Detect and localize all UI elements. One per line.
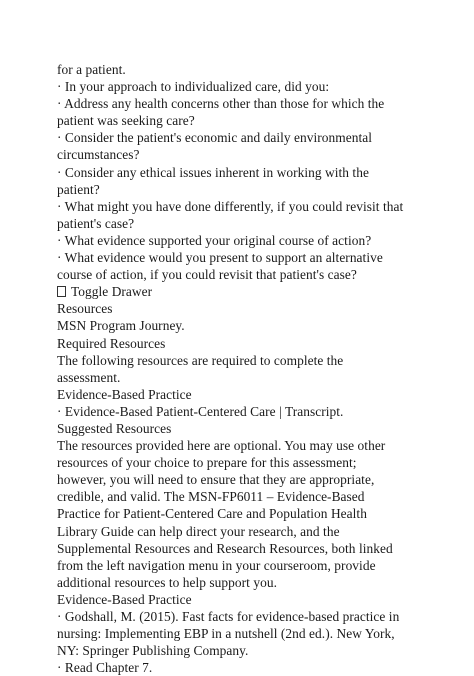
text-line: additional resources to help support you. [57,574,277,590]
bullet-item: · What evidence supported your original course of action? [57,232,372,248]
subheading-evidence-based-practice: Evidence-Based Practice [57,591,192,607]
bullet-item: · What evidence would you present to support an alternative [57,250,383,266]
subheading-evidence-based-practice: Evidence-Based Practice [57,386,192,402]
bullet-item: · Read Chapter 7. [57,660,153,676]
bullet-item: · Consider the patient's economic and daily environmental [57,130,373,146]
text-line: Library Guide can help direct your research, and the [57,523,340,539]
missing-glyph-icon [57,286,66,297]
section-heading-resources: Resources [57,301,113,317]
text-line: from the left navigation menu in your courseroom, provide [57,557,376,573]
document-page [57,61,467,676]
text-line: patient? [57,181,100,197]
text-line: resources of your choice to prepare for this assessment; [57,455,357,471]
text-line: Supplemental Resources and Research Resources, both linked [57,540,393,556]
text-line: however, you will need to ensure that they are appropriate, [57,472,375,488]
text-line: circumstances? [57,147,140,163]
bullet-item: · Consider any ethical issues inherent in working with the [57,164,369,180]
text-line: patient's case? [57,215,135,231]
toggle-drawer-link[interactable] [57,283,467,300]
text-line: The resources provided here are optional. You may use other [57,438,386,454]
text-line: MSN Program Journey. [57,318,185,334]
text-line: NY: Springer Publishing Company. [57,643,249,659]
bullet-item: · Evidence-Based Patient-Centered Care | Transcript. [57,403,344,419]
section-heading-suggested-resources: Suggested Resources [57,420,172,436]
bullet-item: · Godshall, M. (2015). Fast facts for evidence-based practice in [57,609,400,624]
toggle-drawer-label: Toggle Drawer [71,284,153,300]
text-line: assessment. [57,369,121,385]
bullet-item: · Address any health concerns other than those for which the [57,96,385,112]
text-line: patient was seeking care? [57,113,195,129]
text-line: nursing: Implementing EBP in a nutshell (2nd ed.). New York, [57,626,395,642]
text-line: for a patient. [57,62,126,77]
bullet-item: · In your approach to individualized care, did you: [57,79,330,95]
text-line: credible, and valid. The MSN-FP6011 – Evidence-Based [57,489,365,505]
bullet-item: · What might you have done differently, if you could revisit that [57,198,404,214]
text-line: The following resources are required to complete the [57,352,344,368]
text-line: Practice for Patient-Centered Care and Population Health [57,506,367,522]
section-heading-required-resources: Required Resources [57,335,166,351]
text-line: course of action, if you could revisit that patient's case? [57,267,357,283]
